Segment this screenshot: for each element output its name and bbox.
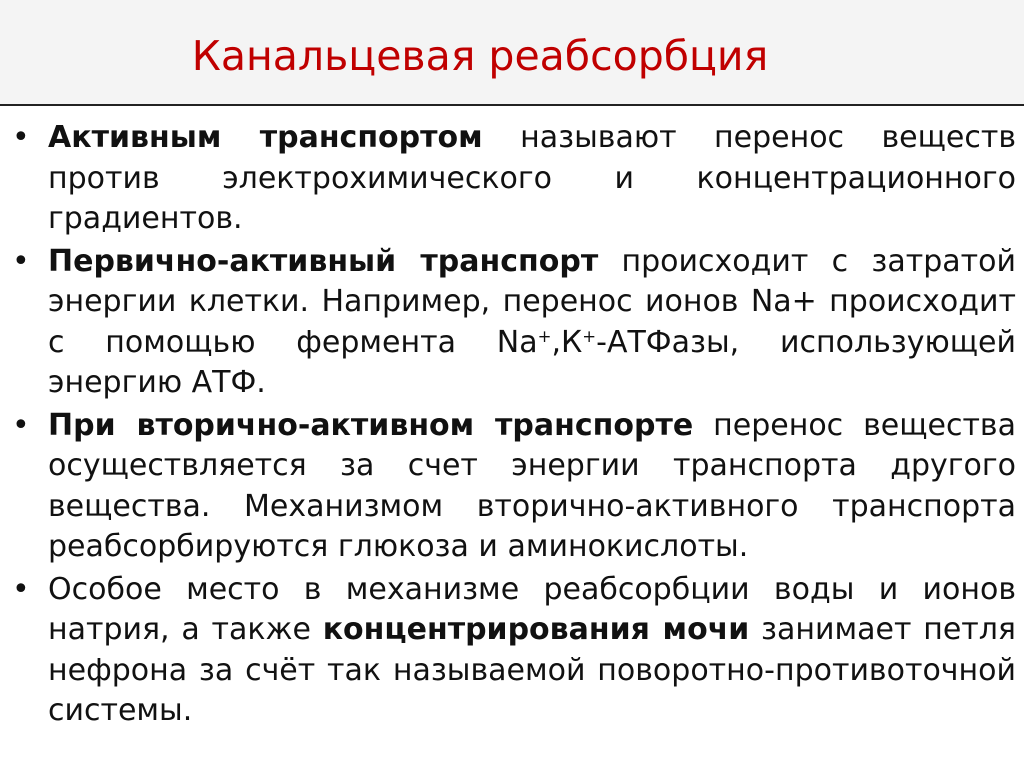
text-run: происходит с затратой энергии клетки. Например, перенос ионов Na+ происходит с помощью фермента Na xyxy=(48,243,1016,360)
bullet-item-secondary-active xyxy=(12,406,1016,568)
bullet-item-active-transport xyxy=(12,118,1016,240)
bullet-icon: • xyxy=(12,407,30,443)
bullet-text xyxy=(48,406,1016,568)
slide-title: Канальцевая реабсорбция xyxy=(191,32,769,80)
text-run: называют перенос веществ против электрохимического и концентрационного градиентов. xyxy=(48,120,1017,236)
superscript-plus: + xyxy=(537,326,552,346)
bullet-icon: • xyxy=(12,571,30,607)
bold-term: Активным транспортом xyxy=(48,120,483,155)
text-run: -АТФазы, использующей энергию АТФ. xyxy=(48,324,1016,400)
title-divider xyxy=(0,104,1024,106)
text-run: занимает петля нефрона за счёт так называемой поворотно-противоточной системы. xyxy=(48,612,1016,728)
bullet-item-countercurrent xyxy=(12,570,1016,732)
bullet-text xyxy=(48,118,1016,240)
bold-term: концентрирования мочи xyxy=(322,612,750,647)
text-run: перенос вещества осуществляется за счет энергии транспорта другого вещества. Механизмом вторично-активного транспорта реабсорбируются глюкоза и аминокислоты. xyxy=(48,407,1016,564)
bullet-text xyxy=(48,242,1016,404)
superscript-plus: + xyxy=(582,326,597,346)
title-area xyxy=(0,0,1024,104)
bullet-list xyxy=(12,118,1016,734)
text-run: Особое место в механизме реабсорбции воды и ионов натрия, а также xyxy=(48,571,1016,647)
bullet-text xyxy=(48,570,1016,732)
bold-term: Первично-активный транспорт xyxy=(48,243,599,279)
text-run: ,К xyxy=(551,324,583,360)
bold-term: При вторично-активном транспорте xyxy=(48,407,694,443)
bullet-icon: • xyxy=(12,120,30,155)
bullet-icon: • xyxy=(12,243,30,279)
bullet-item-primary-active xyxy=(12,242,1016,404)
